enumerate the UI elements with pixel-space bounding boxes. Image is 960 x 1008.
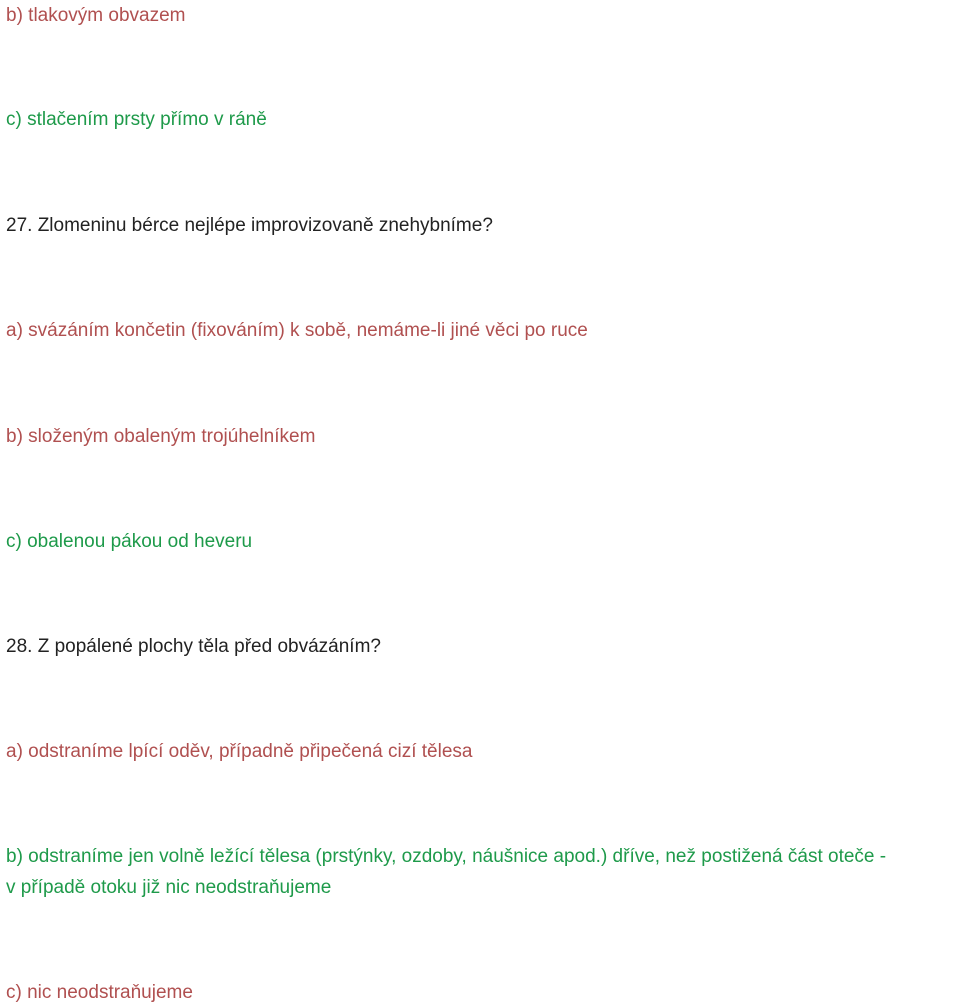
q28-option-b-line-2: v případě otoku již nic neodstraňujeme (6, 877, 332, 898)
q28-option-b-line-1: b) odstraníme jen volně ležící tělesa (prstýnky, ozdoby, náušnice apod.) dříve, než postižená část oteče - (6, 846, 887, 867)
q26-option-c: c) stlačením prsty přímo v ráně (6, 109, 267, 130)
q28-option-c: c) nic neodstraňujeme (6, 982, 193, 1003)
q28-question: 28. Z popálené plochy těla před obvázáním? (6, 636, 381, 657)
q27-question: 27. Zlomeninu bérce nejlépe improvizovaně znehybníme? (6, 215, 493, 236)
q27-option-c: c) obalenou pákou od heveru (6, 531, 253, 552)
q27-option-a: a) svázáním končetin (fixováním) k sobě, nemáme-li jiné věci po ruce (6, 320, 588, 341)
q26-option-b: b) tlakovým obvazem (6, 5, 186, 26)
q28-option-a: a) odstraníme lpící oděv, případně připečená cizí tělesa (6, 741, 473, 762)
q27-option-b: b) složeným obaleným trojúhelníkem (6, 426, 316, 447)
